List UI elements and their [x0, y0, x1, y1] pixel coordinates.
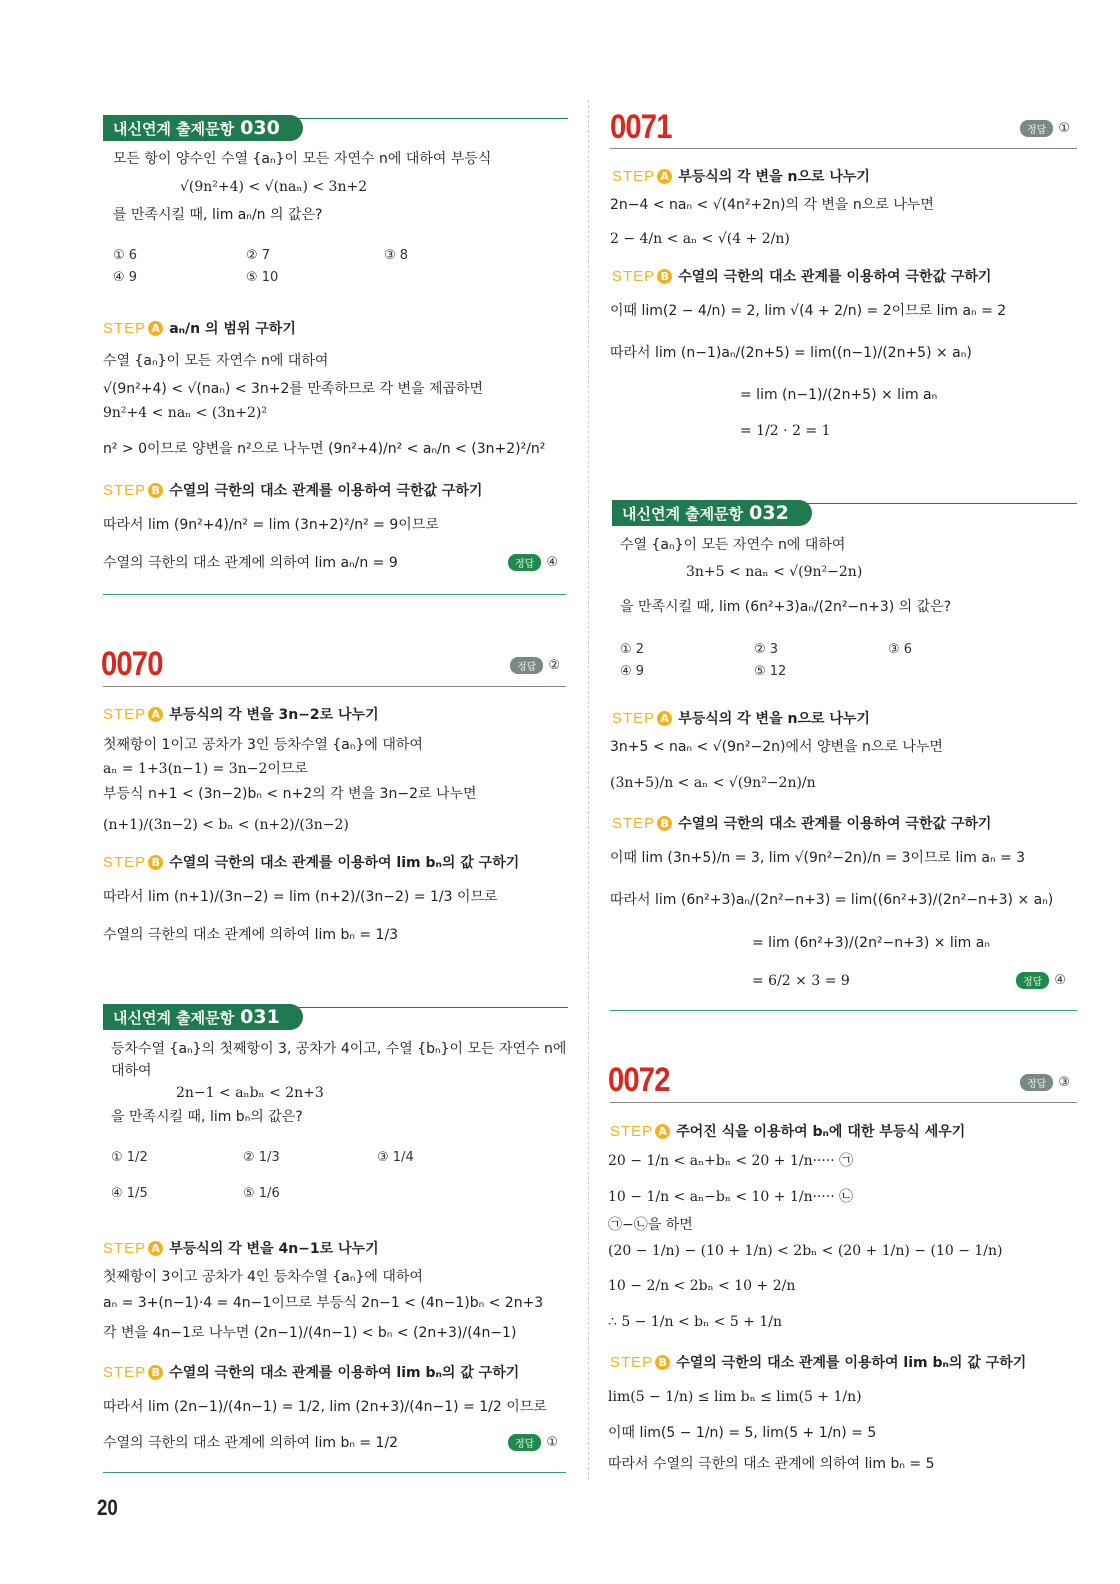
choice-1: ① 2: [620, 642, 645, 657]
banner-rule: [293, 118, 568, 119]
banner-label: 내신연계 출제문항: [622, 505, 744, 523]
choice-3: ③ 6: [888, 642, 913, 657]
banner-rule: [293, 1007, 568, 1008]
answer-badge: 정답 ②: [510, 657, 560, 674]
solution-line: 따라서 lim (n+1)/(3n−2) = lim (n+2)/(3n−2) = 1/3 이므로: [103, 889, 498, 905]
solution-line: 이때 lim(5 − 1/n) = 5, lim(5 + 1/n) = 5: [608, 1425, 877, 1441]
solution-line: aₙ = 1+3(n−1) = 3n−2이므로: [103, 761, 308, 777]
step-b-title: 수열의 극한의 대소 관계를 이용하여 lim bₙ의 값 구하기: [169, 1365, 520, 1381]
step-b-heading: STEP B 수열의 극한의 대소 관계를 이용하여 극한값 구하기: [612, 268, 992, 285]
solution-line: 따라서 lim (2n−1)/(4n−1) = 1/2, lim (2n+3)/(4n−1) = 1/2 이므로: [103, 1399, 547, 1415]
step-a-heading: STEP A 부등식의 각 변을 n으로 나누기: [612, 710, 870, 727]
step-a-title: 부등식의 각 변을 n으로 나누기: [678, 169, 870, 185]
choice-5: ⑤ 10: [246, 270, 279, 285]
banner-030: [103, 115, 303, 141]
choice-2: ② 3: [754, 642, 779, 657]
choice-4: ④ 1/5: [111, 1186, 148, 1201]
question-inequality: 3n+5 < naₙ < √(9n²−2n): [686, 564, 863, 580]
step-b-heading: STEP B 수열의 극한의 대소 관계를 이용하여 lim bₙ의 값 구하기: [610, 1354, 1027, 1371]
step-a-heading: STEP A 부등식의 각 변을 n으로 나누기: [612, 168, 870, 185]
question-ask: 을 만족시킬 때, lim bₙ의 값은?: [111, 1109, 303, 1125]
answer-badge: 정답 ③: [1020, 1074, 1070, 1091]
step-a-title: 부등식의 각 변을 n으로 나누기: [678, 711, 870, 727]
banner-label: 내신연계 출제문항: [113, 120, 235, 138]
banner-label: 내신연계 출제문항: [113, 1009, 235, 1027]
step-a-title: 부등식의 각 변을 3n−2로 나누기: [169, 707, 379, 723]
solution-line: √(9n²+4) < √(naₙ) < 3n+2를 만족하므로 각 변을 제곱하면: [103, 381, 484, 397]
solution-line: = 6/2 × 3 = 9: [752, 973, 850, 989]
banner-031: [103, 1004, 303, 1030]
solution-line: 이때 lim (3n+5)/n = 3, lim √(9n²−2n)/n = 3이므로 lim aₙ = 3: [610, 850, 1026, 866]
step-b-title: 수열의 극한의 대소 관계를 이용하여 극한값 구하기: [678, 269, 992, 285]
step-b-heading: STEP B 수열의 극한의 대소 관계를 이용하여 극한값 구하기: [612, 815, 992, 832]
step-a-heading: STEP A 주어진 식을 이용하여 bₙ에 대한 부등식 세우기: [610, 1123, 966, 1140]
equation-tag: ······ ㉡: [808, 1189, 854, 1205]
choice-5: ⑤ 1/6: [243, 1186, 280, 1201]
solution-line: ㉠−㉡을 하면: [608, 1217, 693, 1233]
solution-line: 9n²+4 < naₙ < (3n+2)²: [103, 405, 267, 421]
solution-line: lim(5 − 1/n) ≤ lim bₙ ≤ lim(5 + 1/n): [608, 1389, 862, 1405]
step-a-title: 부등식의 각 변을 4n−1로 나누기: [169, 1241, 379, 1257]
banner-032: [612, 500, 812, 526]
step-a-heading: STEP A aₙ/n 의 범위 구하기: [103, 320, 296, 337]
question-ask: 을 만족시킬 때, lim (6n²+3)aₙ/(2n²−n+3) 의 값은?: [620, 599, 952, 615]
step-a-title: aₙ/n 의 범위 구하기: [169, 321, 296, 337]
problem-number: 0070: [101, 645, 163, 683]
banner-number: 032: [749, 502, 789, 524]
question-text: 모든 항이 양수인 수열 {aₙ}이 모든 자연수 n에 대하여 부등식: [113, 151, 492, 167]
solution-line: 따라서 lim (9n²+4)/n² = lim (3n+2)²/n² = 9이므로: [103, 517, 439, 533]
solution-line: = lim (6n²+3)/(2n²−n+3) × lim aₙ: [752, 935, 990, 951]
question-text: 수열 {aₙ}이 모든 자연수 n에 대하여: [620, 537, 846, 553]
choice-5: ⑤ 12: [754, 664, 787, 679]
step-b-title: 수열의 극한의 대소 관계를 이용하여 극한값 구하기: [678, 816, 992, 832]
banner-number: 031: [240, 1006, 280, 1028]
equation-tag: ······ ㉠: [808, 1153, 854, 1169]
problem-number: 0072: [608, 1061, 670, 1099]
solution-line: 따라서 수열의 극한의 대소 관계에 의하여 lim bₙ = 5: [608, 1456, 935, 1472]
column-divider: [588, 100, 589, 1480]
section-rule: [103, 1472, 566, 1473]
solution-line: aₙ = 3+(n−1)·4 = 4n−1이므로 부등식 2n−1 < (4n−1)bₙ < 2n+3: [103, 1295, 544, 1311]
solution-line: 부등식 n+1 < (3n−2)bₙ < n+2의 각 변을 3n−2로 나누면: [103, 786, 477, 802]
section-rule: [103, 594, 566, 595]
problem-rule: [610, 1102, 1077, 1103]
step-a-title: 주어진 식을 이용하여 bₙ에 대한 부등식 세우기: [676, 1124, 966, 1140]
choice-3: ③ 8: [384, 248, 409, 263]
solution-line: 첫째항이 3이고 공차가 4인 등차수열 {aₙ}에 대하여: [103, 1269, 423, 1285]
banner-number: 030: [240, 117, 280, 139]
solution-line: 수열 {aₙ}이 모든 자연수 n에 대하여: [103, 353, 329, 369]
answer-badge: 정답 ④: [508, 554, 558, 571]
step-b-heading: STEP B 수열의 극한의 대소 관계를 이용하여 lim bₙ의 값 구하기: [103, 1364, 520, 1381]
choice-4: ④ 9: [113, 270, 138, 285]
step-a-heading: STEP A 부등식의 각 변을 4n−1로 나누기: [103, 1240, 379, 1257]
solution-line: 첫째항이 1이고 공차가 3인 등차수열 {aₙ}에 대하여: [103, 737, 423, 753]
problem-number: 0071: [610, 108, 672, 146]
solution-line: = 1/2 · 2 = 1: [740, 423, 831, 439]
solution-line: 20 − 1/n < aₙ+bₙ < 20 + 1/n: [608, 1153, 813, 1169]
solution-line: 수열의 극한의 대소 관계에 의하여 lim bₙ = 1/2: [103, 1435, 399, 1451]
step-b-title: 수열의 극한의 대소 관계를 이용하여 lim bₙ의 값 구하기: [676, 1355, 1027, 1371]
question-inequality: 2n−1 < aₙbₙ < 2n+3: [176, 1085, 324, 1101]
solution-line: 수열의 극한의 대소 관계에 의하여 lim bₙ = 1/3: [103, 927, 399, 943]
question-text: 등차수열 {aₙ}의 첫째항이 3, 공차가 4이고, 수열 {bₙ}이 모든 자연수 n에: [111, 1041, 567, 1057]
step-b-heading: STEP B 수열의 극한의 대소 관계를 이용하여 lim bₙ의 값 구하기: [103, 854, 520, 871]
banner-rule: [802, 503, 1077, 504]
solution-line: 10 − 2/n < 2bₙ < 10 + 2/n: [608, 1278, 796, 1294]
solution-line: (20 − 1/n) − (10 + 1/n) < 2bₙ < (20 + 1/n) − (10 − 1/n): [608, 1243, 1003, 1259]
question-ask: 를 만족시킬 때, lim aₙ/n 의 값은?: [113, 207, 323, 223]
solution-line: 각 변을 4n−1로 나누면 (2n−1)/(4n−1) < bₙ < (2n+3)/(4n−1): [103, 1325, 517, 1341]
page-number: 20: [97, 1495, 118, 1520]
choice-2: ② 1/3: [243, 1150, 280, 1165]
step-a-heading: STEP A 부등식의 각 변을 3n−2로 나누기: [103, 706, 379, 723]
choice-3: ③ 1/4: [377, 1150, 414, 1165]
problem-rule: [610, 148, 1077, 149]
solution-line: 따라서 lim (n−1)aₙ/(2n+5) = lim((n−1)/(2n+5) × aₙ): [610, 345, 972, 361]
solution-line: n² > 0이므로 양변을 n²으로 나누면 (9n²+4)/n² < aₙ/n < (3n+2)²/n²: [103, 441, 546, 457]
solution-line: 10 − 1/n < aₙ−bₙ < 10 + 1/n: [608, 1189, 813, 1205]
question-inequality: √(9n²+4) < √(naₙ) < 3n+2: [180, 179, 368, 195]
solution-line: 3n+5 < naₙ < √(9n²−2n)에서 양변을 n으로 나누면: [610, 739, 943, 755]
solution-line: 이때 lim(2 − 4/n) = 2, lim √(4 + 2/n) = 2이므로 lim aₙ = 2: [610, 303, 1007, 319]
solution-line: 2 − 4/n < aₙ < √(4 + 2/n): [610, 231, 790, 247]
solution-line: 따라서 lim (6n²+3)aₙ/(2n²−n+3) = lim((6n²+3)/(2n²−n+3) × aₙ): [610, 892, 1054, 908]
solution-line: 수열의 극한의 대소 관계에 의하여 lim aₙ/n = 9: [103, 555, 398, 571]
answer-badge: 정답 ④: [1016, 972, 1066, 989]
solution-line: (n+1)/(3n−2) < bₙ < (n+2)/(3n−2): [103, 817, 349, 833]
choice-2: ② 7: [246, 248, 271, 263]
section-rule: [610, 1010, 1077, 1011]
step-b-title: 수열의 극한의 대소 관계를 이용하여 lim bₙ의 값 구하기: [169, 855, 520, 871]
answer-badge: 정답 ①: [1020, 120, 1070, 137]
choice-1: ① 1/2: [111, 1150, 148, 1165]
answer-badge: 정답 ①: [508, 1434, 558, 1451]
choice-4: ④ 9: [620, 664, 645, 679]
question-text: 대하여: [111, 1063, 152, 1079]
step-b-title: 수열의 극한의 대소 관계를 이용하여 극한값 구하기: [169, 483, 483, 499]
solution-line: 2n−4 < naₙ < √(4n²+2n)의 각 변을 n으로 나누면: [610, 197, 934, 213]
solution-line: (3n+5)/n < aₙ < √(9n²−2n)/n: [610, 775, 816, 791]
solution-line: ∴ 5 − 1/n < bₙ < 5 + 1/n: [608, 1314, 782, 1330]
solution-line: = lim (n−1)/(2n+5) × lim aₙ: [740, 387, 938, 403]
step-b-heading: STEP B 수열의 극한의 대소 관계를 이용하여 극한값 구하기: [103, 482, 483, 499]
choice-1: ① 6: [113, 248, 138, 263]
problem-rule: [103, 686, 566, 687]
